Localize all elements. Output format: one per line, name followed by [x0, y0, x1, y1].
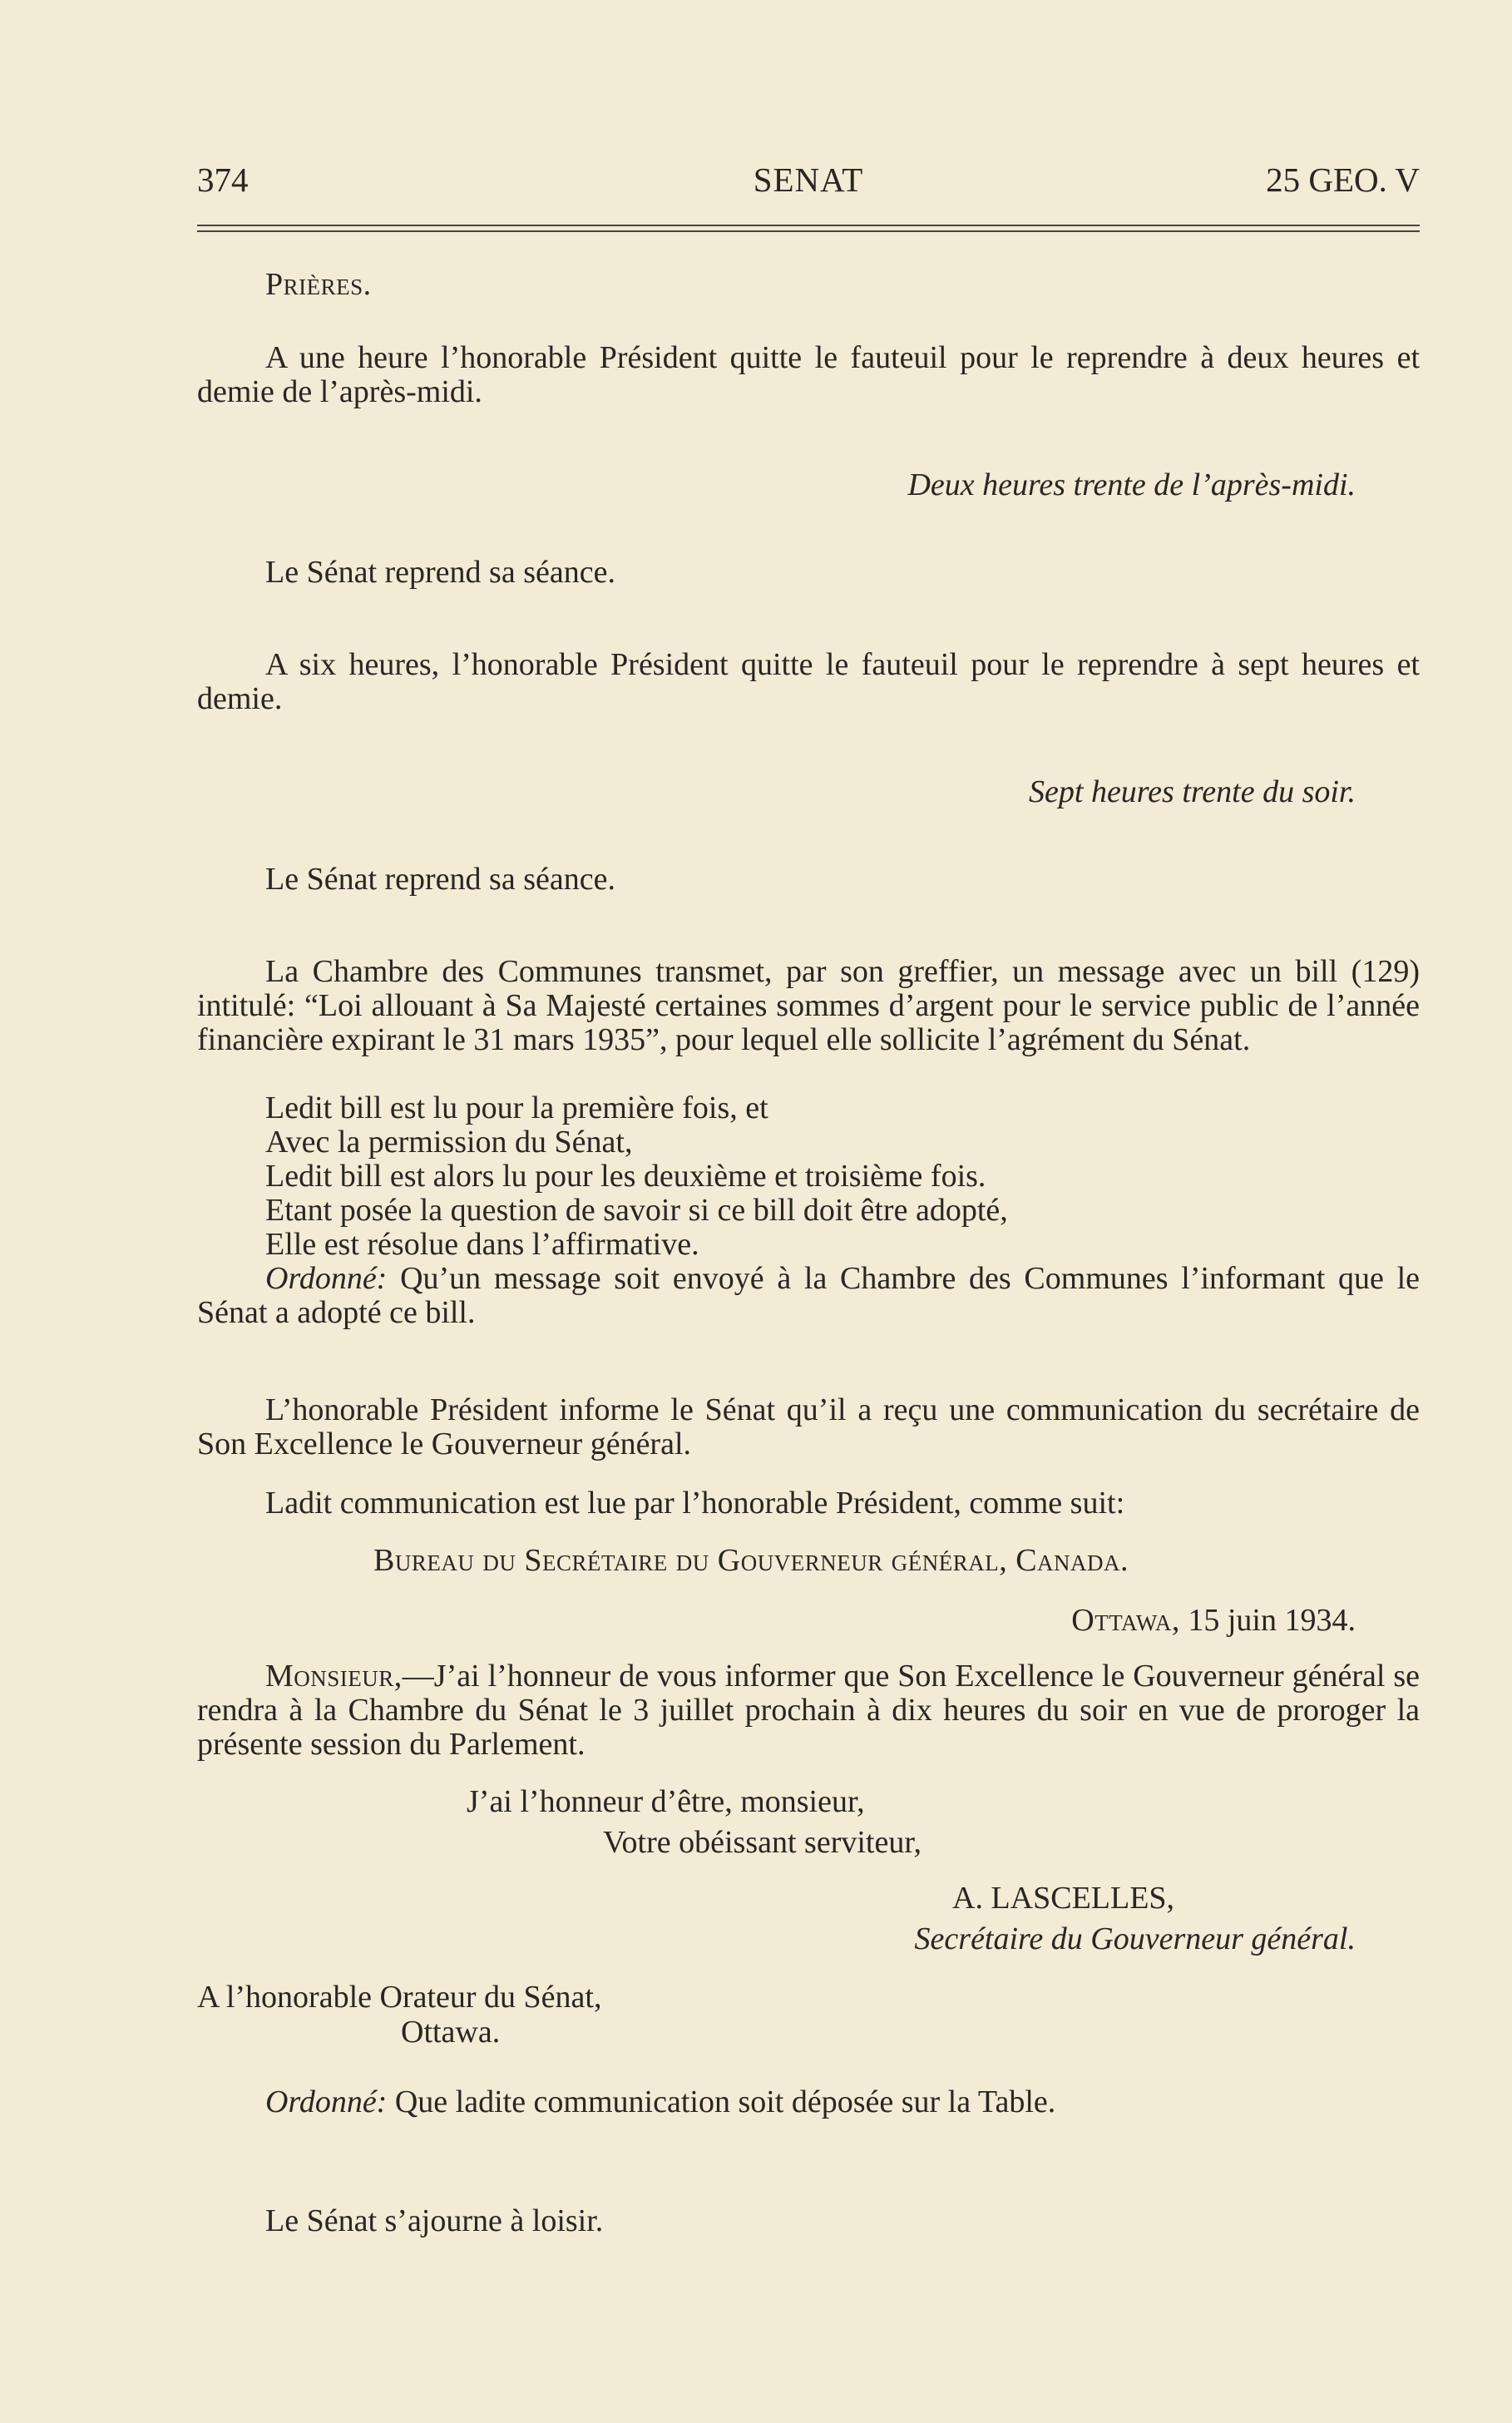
header-rule-bottom	[197, 230, 1420, 232]
addressee-line-2: Ottawa.	[401, 2015, 501, 2050]
letter-body	[197, 1659, 1420, 1762]
time-heading-1: Deux heures trente de l’après-midi.	[907, 467, 1356, 502]
running-header	[197, 160, 1420, 203]
procedure-line-3: Ledit bill est alors lu pour les deuxième et troisième fois.	[265, 1159, 986, 1194]
header-title: SENAT	[753, 161, 864, 199]
ordonne-table	[265, 2085, 1055, 2119]
ordonne-text: Qu’un message soit envoyé à la Chambre des Communes l’informant que le Sénat a adopté ce bill.	[197, 1261, 1421, 1330]
paragraph-adjournment-2: A six heures, l’honorable Président quitte le fauteuil pour le reprendre à sept heures et demie.	[197, 647, 1420, 716]
reprise-seance-1: Le Sénat reprend sa séance.	[265, 555, 615, 590]
paragraph-lecture: Ladit communication est lue par l’honorable Président, comme suit:	[265, 1486, 1125, 1521]
letter-salutation: Monsieur,	[265, 1659, 403, 1694]
final-adjournment: Le Sénat s’ajourne à loisir.	[265, 2203, 604, 2238]
letter-closing-1: J’ai l’honneur d’être, monsieur,	[467, 1784, 865, 1819]
signature-title: Secrétaire du Gouverneur général.	[914, 1921, 1356, 1956]
signature-name: A. LASCELLES,	[952, 1881, 1175, 1916]
letter-body-text: —J’ai l’honneur de vous informer que Son Excellence le Gouverneur général se rendra à la Chambre du Sénat le 3 juillet prochain à dix heures du soir en vue de proroger la présente session du Parlement.	[197, 1659, 1420, 1762]
procedure-line-5: Elle est résolue dans l’affirmative.	[265, 1227, 699, 1262]
page-number: 374	[197, 161, 249, 199]
ordonne-table-text: Que ladite communication soit déposée sur la Table.	[394, 2084, 1056, 2119]
letter-place: Ottawa,	[1071, 1603, 1180, 1638]
header-rule-top	[197, 225, 1420, 226]
letter-office-heading: Bureau du Secrétaire du Gouverneur général, Canada.	[373, 1543, 1129, 1578]
reprise-seance-2: Le Sénat reprend sa séance.	[265, 862, 615, 897]
paragraph-adjournment-1: A une heure l’honorable Président quitte le fauteuil pour le reprendre à deux heures et demie de l’après-midi.	[197, 340, 1420, 409]
procedure-line-2: Avec la permission du Sénat,	[265, 1125, 633, 1160]
letter-dateline	[1071, 1604, 1356, 1638]
paragraph-bill-message: La Chambre des Communes transmet, par son greffier, un message avec un bill (129) intitulé: “Loi allouant à Sa Majesté certaines sommes d’argent pour le service public de l’année financière expirant le 31 mars 1935”, pour lequel elle sollicite l’agrément du Sénat.	[197, 954, 1420, 1057]
paragraph-communication: L’honorable Président informe le Sénat qu’il a reçu une communication du secrétaire de Son Excellence le Gouverneur général.	[197, 1392, 1420, 1461]
ordonne-label: Ordonné:	[265, 1261, 388, 1296]
letter-closing-2: Votre obéissant serviteur,	[603, 1825, 922, 1860]
ordonne-message	[197, 1262, 1420, 1330]
procedure-line-1: Ledit bill est lu pour la première fois, et	[265, 1090, 768, 1125]
prieres-heading: Prières.	[265, 267, 372, 302]
time-heading-2: Sept heures trente du soir.	[1029, 774, 1356, 809]
procedure-line-4: Etant posée la question de savoir si ce bill doit être adopté,	[265, 1193, 1008, 1228]
letter-date: 15 juin 1934.	[1188, 1603, 1356, 1638]
addressee-line-1: A l’honorable Orateur du Sénat,	[197, 1980, 602, 2015]
ordonne-label-2: Ordonné:	[265, 2084, 388, 2119]
header-regnal-year: 25 GEO. V	[1266, 161, 1420, 199]
